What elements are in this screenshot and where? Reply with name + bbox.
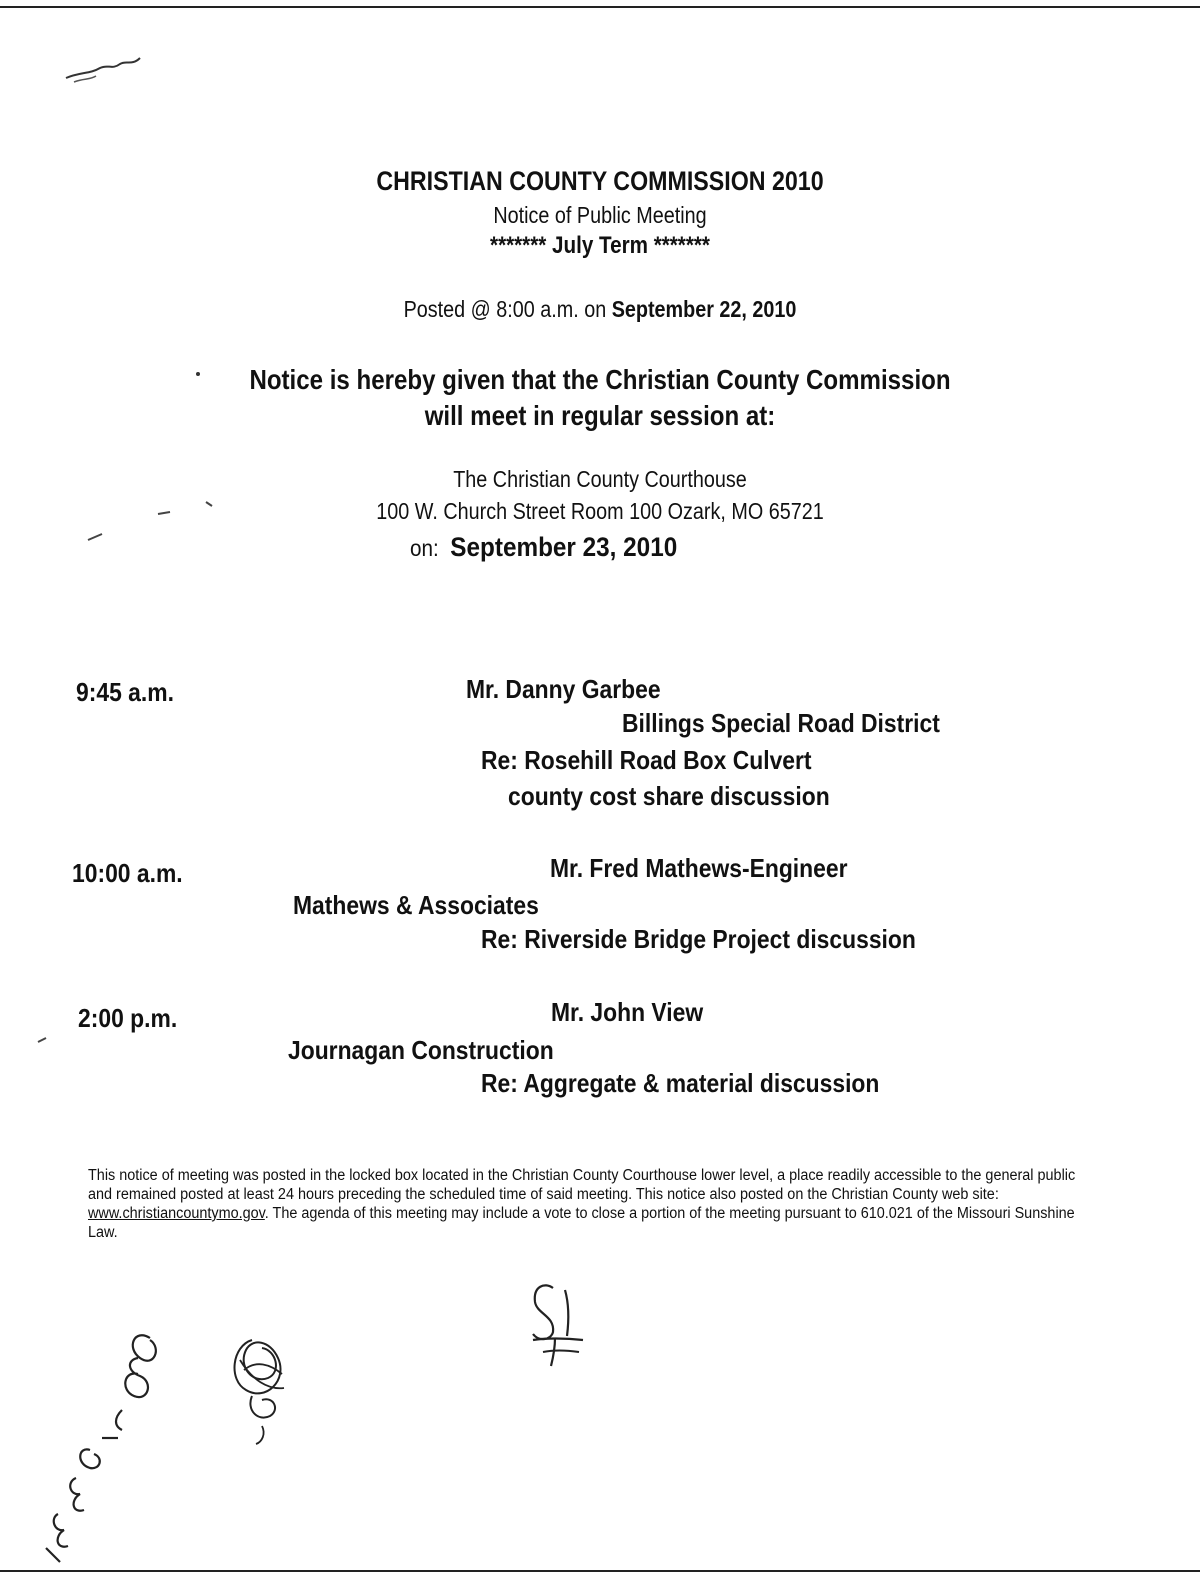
schedule-re-continued: county cost share discussion	[508, 781, 830, 811]
bottom-edge-line	[0, 1570, 1200, 1572]
schedule-organization: Mathews & Associates	[293, 890, 539, 920]
posted-line	[84, 296, 1116, 323]
schedule-person: Mr. Danny Garbee	[466, 674, 661, 704]
schedule-re: Re: Rosehill Road Box Culvert	[481, 745, 812, 775]
footer-text-2: . The agenda of this meeting may include a vote to close a portion of the meeting pursuant to 610.021 of the Missouri Sunshine Law.	[88, 1205, 1075, 1241]
handwritten-scribble-icon	[222, 1330, 302, 1450]
schedule-person: Mr. Fred Mathews-Engineer	[550, 853, 848, 883]
on-label: on:	[410, 535, 439, 561]
scribble-mark-icon	[60, 48, 150, 88]
commission-title: CHRISTIAN COUNTY COMMISSION 2010	[376, 166, 824, 196]
handwritten-number-icon	[30, 1318, 180, 1568]
schedule-time: 10:00 a.m.	[72, 858, 183, 888]
notice-subtitle: Notice of Public Meeting	[493, 202, 707, 228]
handwritten-initials-icon	[515, 1280, 595, 1370]
meeting-date: September 23, 2010	[450, 532, 678, 562]
location-building: The Christian County Courthouse	[453, 466, 747, 492]
posted-prefix: Posted @ 8:00 a.m. on	[403, 296, 612, 322]
website-link[interactable]: www.christiancountymo.gov	[88, 1205, 265, 1222]
schedule-organization: Journagan Construction	[288, 1035, 554, 1065]
stray-mark-icon	[150, 500, 230, 550]
stray-mark-icon	[86, 530, 106, 544]
schedule-person: Mr. John View	[551, 997, 704, 1027]
footer-text-1: This notice of meeting was posted in the locked box located in the Christian County Courthouse lower level, a place readily accessible to the general public and remained posted at least 24 hours preceding the scheduled time of said meeting. This notice also posted on the Christian County web site:	[88, 1167, 1076, 1203]
schedule-time: 9:45 a.m.	[76, 677, 174, 707]
location-address: 100 W. Church Street Room 100 Ozark, MO 65721	[376, 498, 824, 524]
schedule-organization: Billings Special Road District	[622, 708, 940, 738]
meeting-date-line	[410, 532, 677, 563]
schedule-re: Re: Riverside Bridge Project discussion	[481, 924, 916, 954]
term-label: ******* July Term *******	[490, 232, 710, 259]
stray-mark-icon	[36, 1032, 50, 1046]
notice-line-1: Notice is hereby given that the Christian County Commission	[249, 364, 951, 395]
notice-line-2: will meet in regular session at:	[424, 400, 776, 431]
posted-date: September 22, 2010	[611, 296, 797, 322]
stray-dot-icon	[194, 370, 202, 378]
schedule-time: 2:00 p.m.	[78, 1003, 178, 1033]
top-edge-line	[0, 6, 1200, 8]
schedule-re: Re: Aggregate & material discussion	[481, 1068, 880, 1098]
posting-notice-paragraph	[88, 1166, 1078, 1242]
